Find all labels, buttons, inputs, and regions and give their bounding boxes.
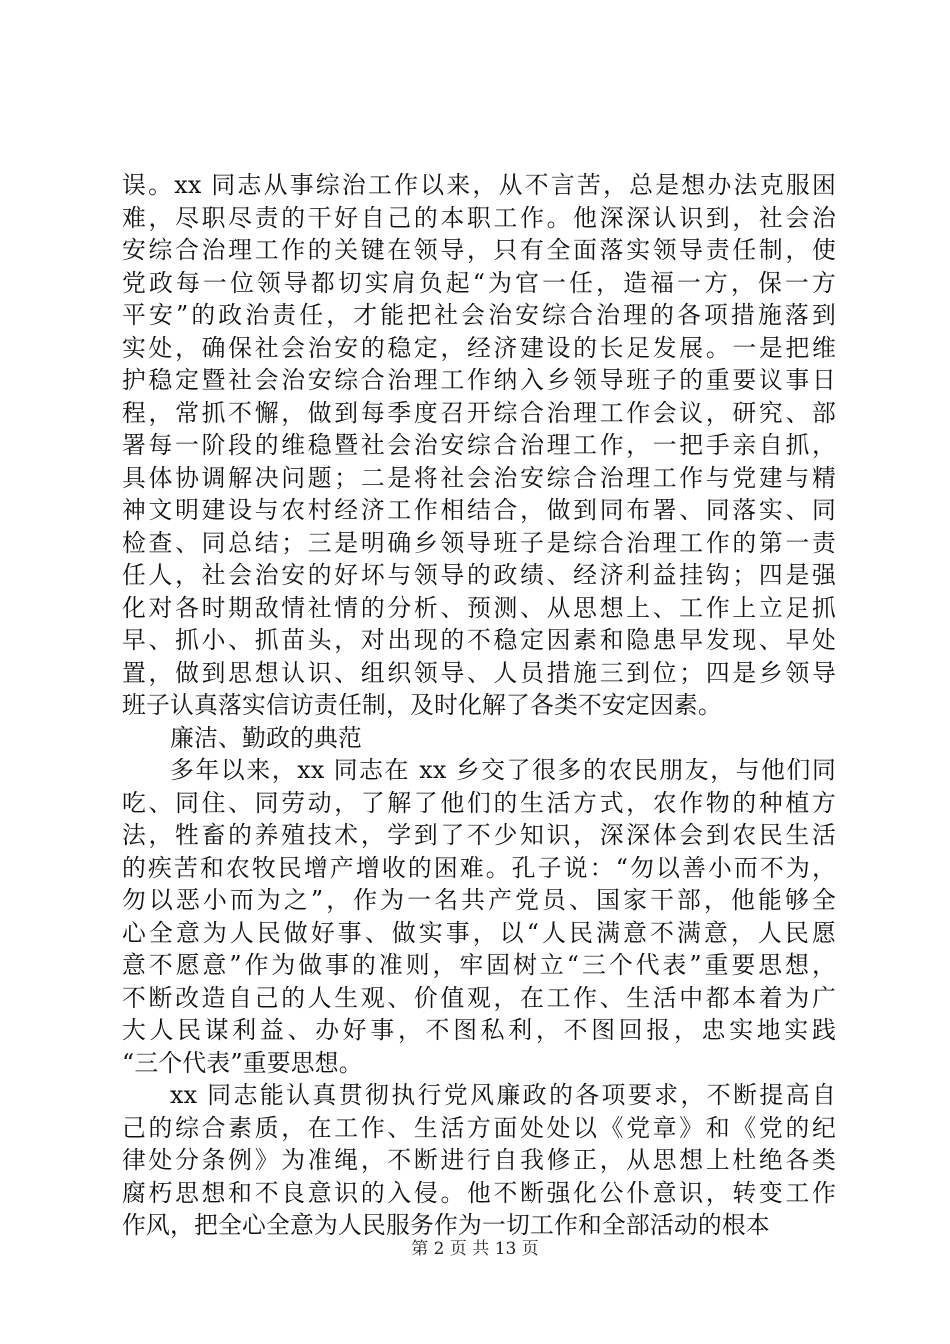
text-line: 早、抓小、抓苗头，对出现的不稳定因素和隐患早发现、早处 (122, 626, 836, 654)
document-body (122, 169, 836, 1242)
text-line: 大人民谋利益、办好事，不图私利，不图回报，忠实地实践 (122, 1016, 836, 1044)
text-line: 腐朽思想和不良意识的入侵。他不断强化公仆意识，转变工作 (122, 1178, 836, 1207)
text-line: 化对各时期敌情社情的分析、预测、从思想上、工作上立足抓 (122, 593, 836, 622)
text-line: 作风，把全心全意为人民服务作为一切工作和全部活动的根本 (122, 1211, 770, 1239)
text-line: 吃、同住、同劳动，了解了他们的生活方式，农作物的种植方 (122, 788, 836, 817)
text-line: xx 同志能认真贯彻执行党风廉政的各项要求，不断提高自 (170, 1081, 836, 1109)
text-line: 廉洁、勤政的典范 (170, 723, 362, 752)
paragraph (122, 1079, 836, 1242)
text-line: 心全意为人民做好事、做实事，以“人民满意不满意，人民愿 (122, 918, 836, 947)
text-line: 的疾苦和农牧民增产增收的困难。孔子说：“勿以善小而不为， (122, 853, 836, 882)
text-line: 己的综合素质，在工作、生活方面处处以《党章》和《党的纪 (122, 1113, 836, 1142)
text-line: 置，做到思想认识、组织领导、人员措施三到位；四是乡领导 (122, 658, 836, 687)
text-line: 安综合治理工作的关键在领导，只有全面落实领导责任制，使 (122, 236, 836, 264)
text-line: 勿以恶小而为之”，作为一名共产党员、国家干部，他能够全 (122, 886, 836, 914)
text-line: 实处，确保社会治安的稳定，经济建设的长足发展。一是把维 (122, 333, 836, 362)
page-footer: 第 2 页 共 13 页 (411, 1239, 539, 1259)
text-line: 任人，社会治安的好坏与领导的政绩、经济利益挂钩；四是强 (122, 561, 836, 589)
text-line: 不断改造自己的人生观、价值观，在工作、生活中都本着为广 (122, 983, 836, 1012)
text-line: 程，常抓不懈，做到每季度召开综合治理工作会议，研究、部 (122, 398, 836, 427)
paragraph (122, 754, 836, 1079)
paragraph (122, 169, 836, 722)
text-line: 平安”的政治责任，才能把社会治安综合治理的各项措施落到 (122, 301, 836, 329)
text-line: 法，牲畜的养殖技术，学到了不少知识，深深体会到农民生活 (122, 821, 836, 849)
text-line: 多年以来，xx 同志在 xx 乡交了很多的农民朋友，与他们同 (170, 756, 836, 784)
text-line: 党政每一位领导都切实肩负起“为官一任，造福一方，保一方 (122, 268, 836, 297)
text-line: 误。xx 同志从事综治工作以来，从不言苦，总是想办法克服困 (122, 171, 836, 199)
text-line: “三个代表”重要思想。 (122, 1048, 363, 1077)
text-line: 神文明建设与农村经济工作相结合，做到同布署、同落实、同 (122, 496, 836, 524)
text-line: 班子认真落实信访责任制，及时化解了各类不安定因素。 (122, 691, 722, 719)
paragraph (122, 722, 836, 755)
text-line: 意不愿意”作为做事的准则，牢固树立“三个代表”重要思想， (122, 951, 836, 979)
text-line: 律处分条例》为准绳，不断进行自我修正，从思想上杜绝各类 (122, 1146, 836, 1174)
text-line: 检查、同总结；三是明确乡领导班子是综合治理工作的第一责 (122, 528, 836, 557)
text-line: 难，尽职尽责的干好自己的本职工作。他深深认识到，社会治 (122, 203, 836, 232)
text-line: 具体协调解决问题；二是将社会治安综合治理工作与党建与精 (122, 463, 836, 492)
text-line: 护稳定暨社会治安综合治理工作纳入乡领导班子的重要议事日 (122, 366, 836, 394)
text-line: 署每一阶段的维稳暨社会治安综合治理工作，一把手亲自抓， (122, 431, 836, 459)
